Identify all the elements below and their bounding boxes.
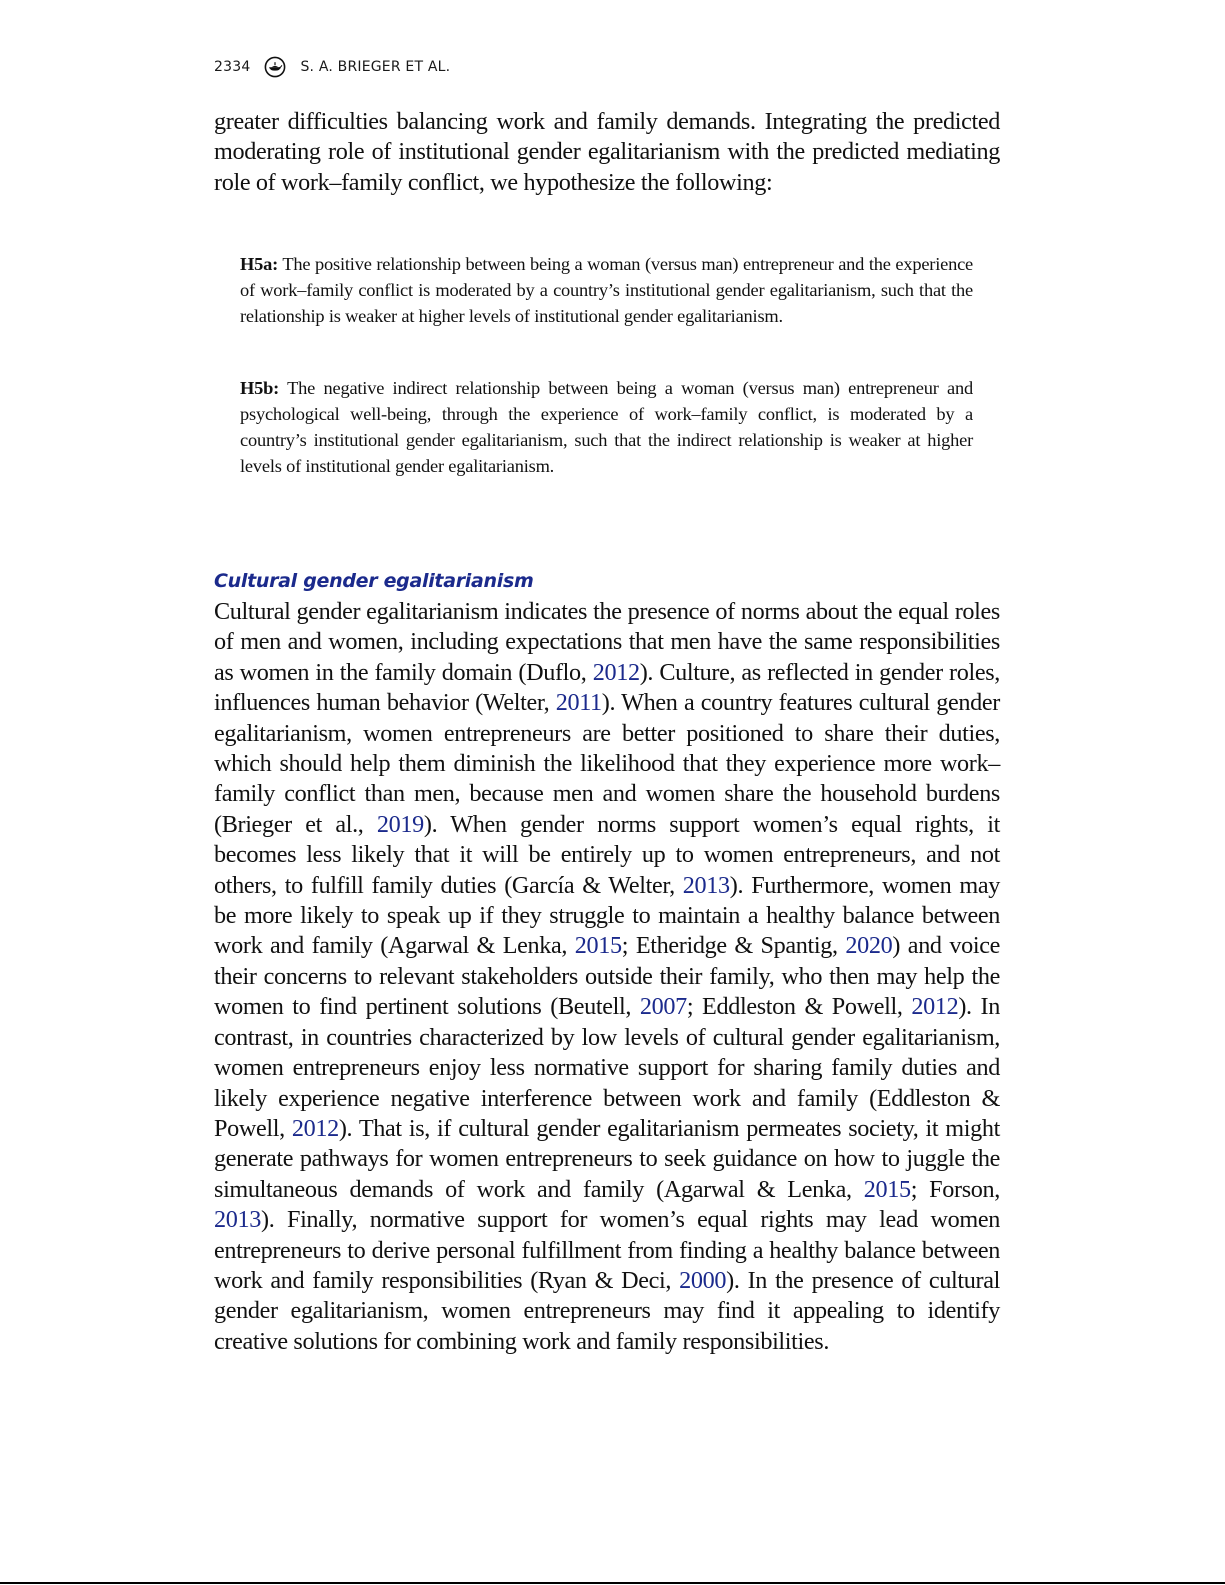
paragraph-text: ) and voice their concerns to relevant stakeholders outside their family, who then may help the women to find pertinent solutions (Beutell, bbox=[214, 932, 1001, 1021]
paragraph-text: ). In contrast, in countries characterized by low levels of cultural gender egalitarianism, women entrepreneurs enjoy less normative support for sharing family duties and likely experience negative interference between work and family (Eddleston & Powell, bbox=[214, 993, 1000, 1142]
hypothesis-text: The negative indirect relationship between being a woman (versus man) entrepreneur and psychological well-being, through the experience of work–family conflict, is moderated by a country’s institutional gender egalitarianism, such that the indirect relationship is weaker at higher levels of institutional gender egalitarianism. bbox=[240, 378, 973, 476]
section-paragraph bbox=[214, 597, 1000, 1357]
citation-year-link[interactable]: 2020 bbox=[845, 932, 893, 960]
paragraph-text: ). Finally, normative support for women’s equal rights may lead women entrepreneurs to derive personal fulfillment from finding a healthy balance between work and family responsibilities (Ryan & Deci, bbox=[214, 1206, 1000, 1294]
citation-year-link[interactable]: 2013 bbox=[214, 1206, 261, 1234]
paragraph-text: ; Etheridge & Spantig, bbox=[621, 932, 846, 960]
citation-year-link[interactable]: 2000 bbox=[679, 1266, 727, 1294]
citation-year-link[interactable]: 2012 bbox=[291, 1114, 339, 1142]
citation-year-link[interactable]: 2015 bbox=[863, 1175, 911, 1203]
paragraph-text: ). Culture, as reflected in gender roles, influences human behavior (Welter, bbox=[214, 658, 1000, 717]
section-heading: Cultural gender egalitarianism bbox=[214, 570, 534, 592]
hypothesis-label: H5a: bbox=[240, 254, 279, 274]
citation-year-link[interactable]: 2011 bbox=[555, 689, 602, 717]
intro-paragraph: greater difficulties balancing work and family demands. Integrating the predicted moderating role of institutional gender egalitarianism with the predicted mediating role of work–family conflict, we hypothesize the following: bbox=[214, 108, 1000, 196]
paragraph-text: ). In the presence of cultural gender egalitarianism, women entrepreneurs may find it appealing to identify creative solutions for combining work and family responsibilities. bbox=[214, 1266, 1000, 1355]
citation-year-link[interactable]: 2012 bbox=[911, 993, 959, 1021]
citation-year-link[interactable]: 2015 bbox=[574, 932, 622, 960]
hypothesis-h5a bbox=[240, 251, 973, 329]
taylor-francis-lamp-icon bbox=[264, 56, 286, 78]
citation-year-link[interactable]: 2012 bbox=[592, 658, 640, 686]
hypothesis-h5b bbox=[240, 375, 973, 479]
hypothesis-text: The positive relationship between being a woman (versus man) entrepreneur and the experience of work–family conflict is moderated by a country’s institutional gender egalitarianism, such that the relationship is weaker at higher levels of institutional gender egalitarianism. bbox=[240, 254, 973, 326]
page-number: 2334 bbox=[214, 59, 251, 75]
paragraph-text: ; Forson, bbox=[910, 1175, 1000, 1203]
paragraph-text: ). That is, if cultural gender egalitarianism permeates society, it might generate pathways for women entrepreneurs to seek guidance on how to juggle the simultaneous demands of work and family (Agarwal & Lenka, bbox=[214, 1114, 1000, 1203]
paragraph-text: ; Eddleston & Powell, bbox=[686, 993, 912, 1021]
citation-year-link[interactable]: 2019 bbox=[376, 810, 424, 838]
author-running-head: S. A. BRIEGER ET AL. bbox=[300, 59, 451, 75]
citation-year-link[interactable]: 2007 bbox=[639, 993, 687, 1021]
running-head bbox=[214, 56, 450, 78]
paragraph-text: ). When gender norms support women’s equal rights, it becomes less likely that it will be entirely up to women entrepreneurs, and not others, to fulfill family duties (García & Welter, bbox=[214, 810, 1000, 899]
paragraph-text: Cultural gender egalitarianism indicates the presence of norms about the equal roles of men and women, including expectations that men have the same responsibilities as women in the family domain (Duflo, bbox=[214, 598, 1000, 686]
paragraph-text: ). When a country features cultural gender egalitarianism, women entrepreneurs are better positioned to share their duties, which should help them diminish the likelihood that they experience more work–family conflict than men, because men and women share the household burdens (Brieger et al., bbox=[214, 689, 1001, 838]
citation-year-link[interactable]: 2013 bbox=[682, 871, 730, 899]
page-bottom-rule bbox=[0, 1582, 1225, 1584]
hypothesis-label: H5b: bbox=[240, 378, 280, 398]
paragraph-text: ). Furthermore, women may be more likely to speak up if they struggle to maintain a healthy balance between work and family (Agarwal & Lenka, bbox=[214, 871, 1000, 960]
